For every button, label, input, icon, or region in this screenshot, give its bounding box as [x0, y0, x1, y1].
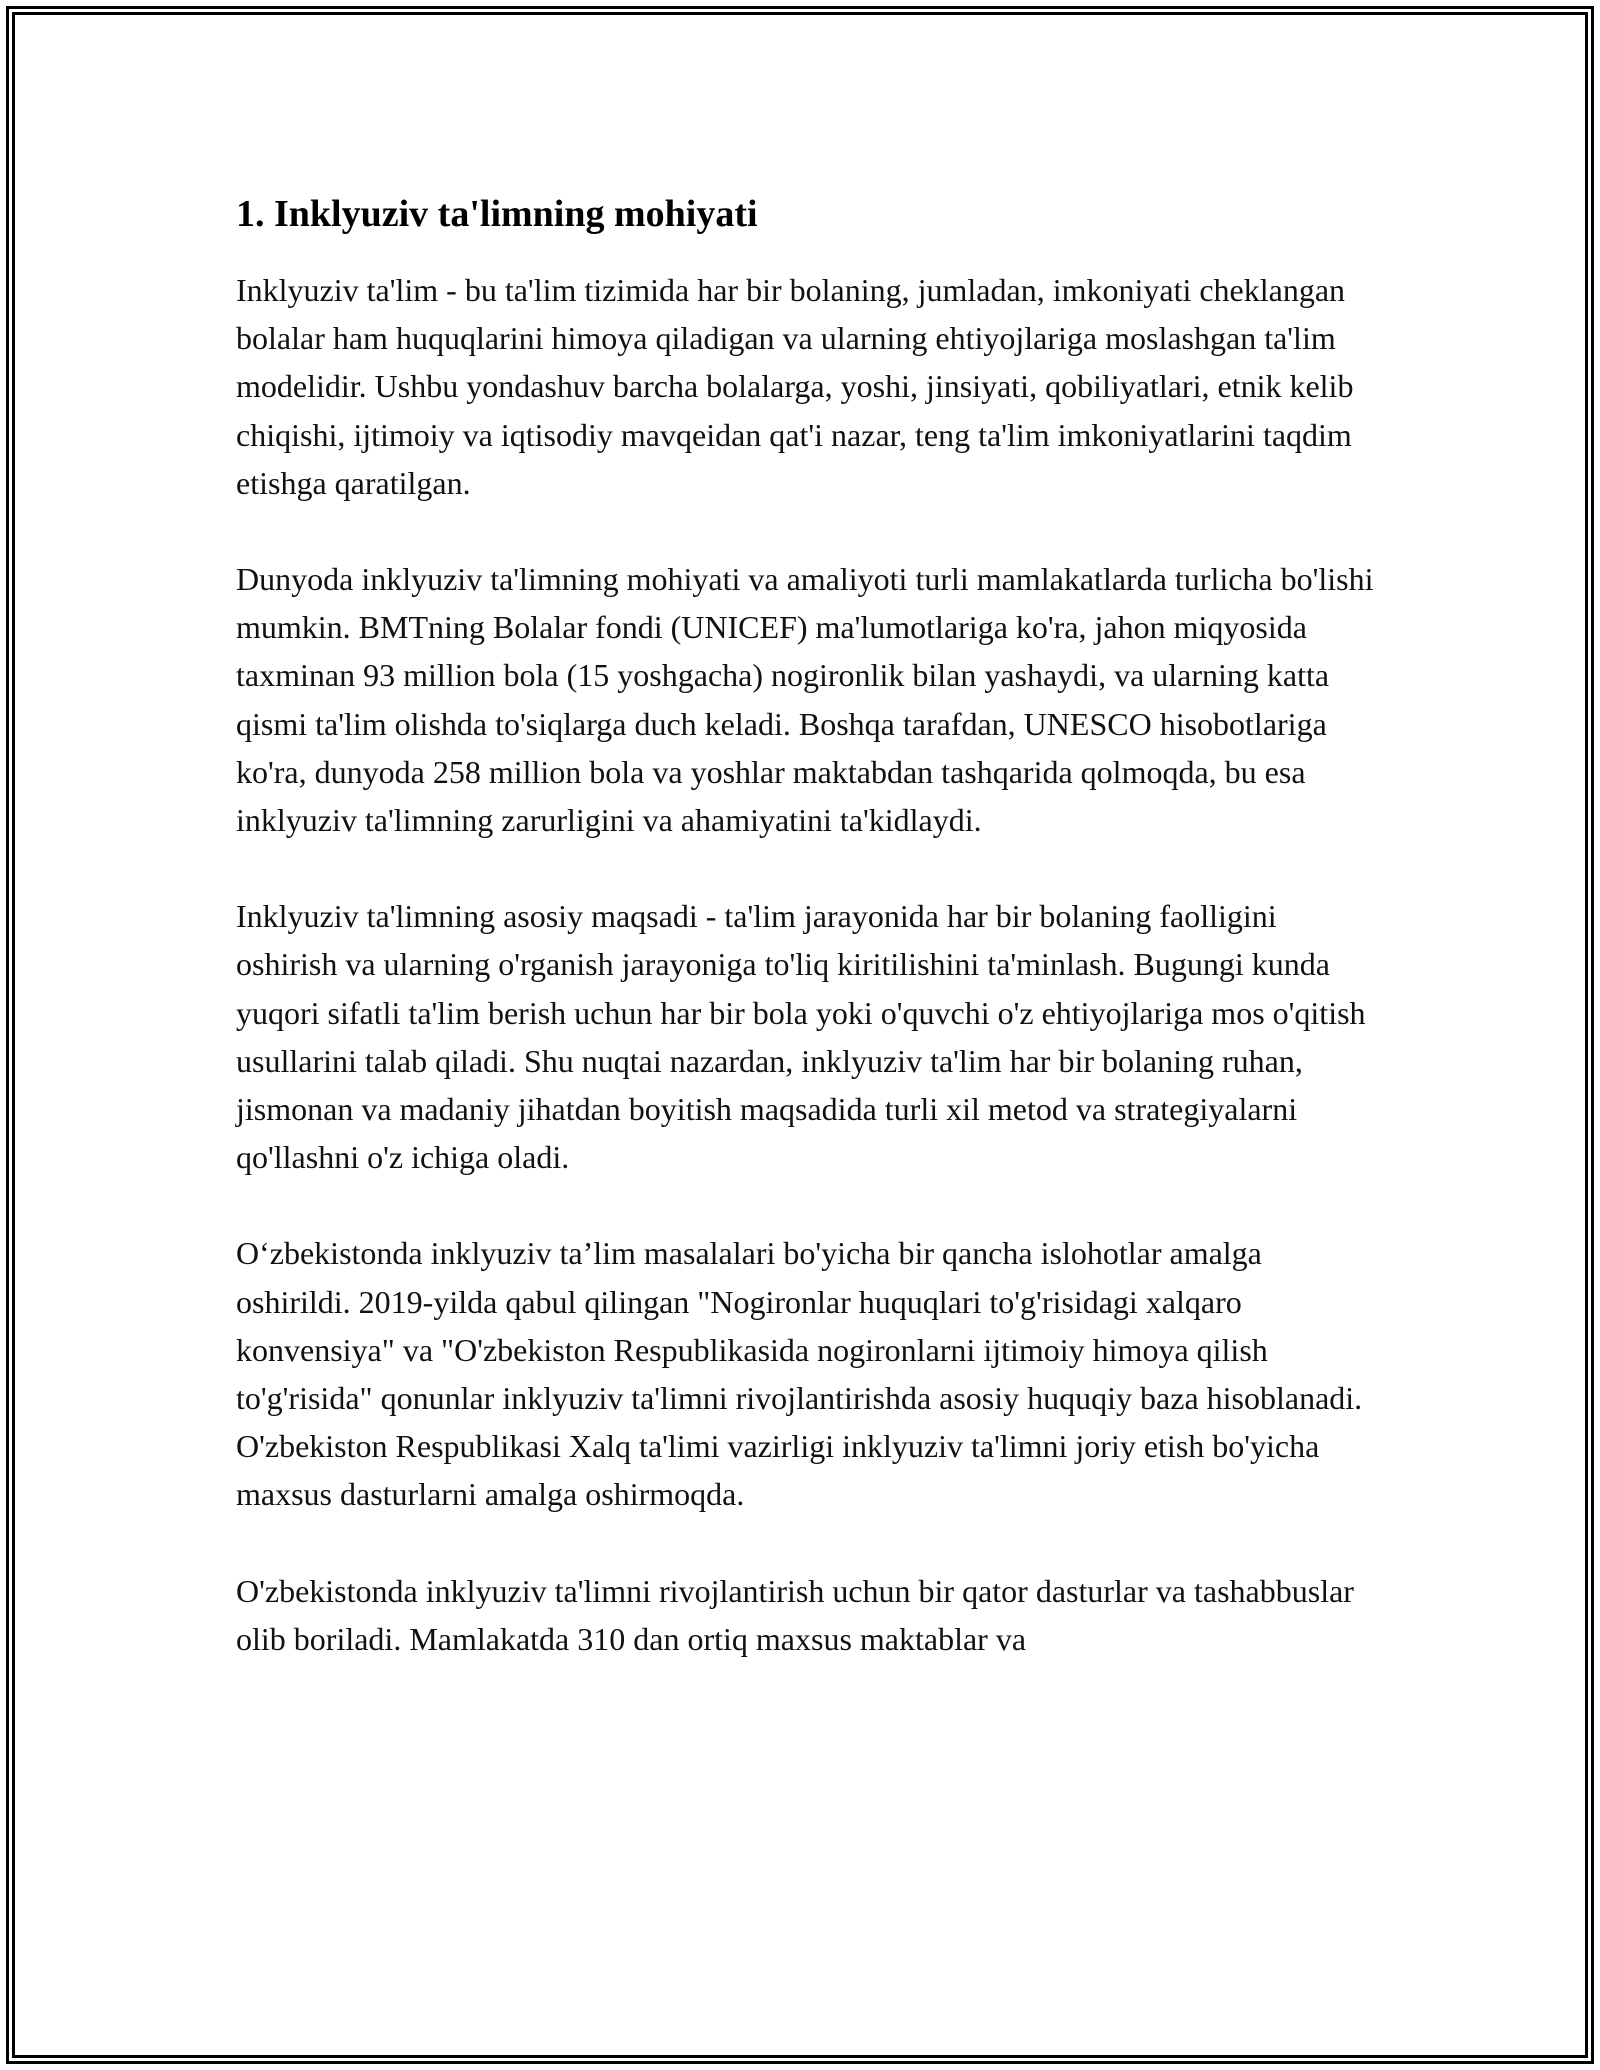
document-body [236, 186, 1376, 1711]
paragraph-uzbekistan-reforms: O‘zbekistonda inklyuziv ta’lim masalalari bo'yicha bir qancha islohotlar amalga oshirildi. 2019-yilda qabul qilingan "Nogironlar huquqlari to'g'risidagi xalqaro konvensiya" va "O'zbekiston Respublikasida nogironlarni ijtimoiy himoya qilish to'g'risida" qonunlar inklyuziv ta'limni rivojlantirishda asosiy huquqiy baza hisoblanadi. O'zbekiston Respublikasi Xalq ta'limi vazirligi inklyuziv ta'limni joriy etish bo'yicha maxsus dasturlarni amalga oshirmoqda. [236, 1235, 1363, 1513]
paragraph-uzbekistan-programs: O'zbekistonda inklyuziv ta'limni rivojlantirish uchun bir qator dasturlar va tashabbuslar olib boriladi. Mamlakatda 310 dan ortiq maxsus maktablar va [236, 1572, 1354, 1657]
section-heading: 1. Inklyuziv ta'limning mohiyati [236, 193, 758, 235]
paragraph-definition: Inklyuziv ta'lim - bu ta'lim tizimida har bir bolaning, jumladan, imkoniyati cheklangan bolalar ham huquqlarini himoya qiladigan va ularning ehtiyojlariga moslashgan ta'lim modelidir. Ushbu yondashuv barcha bolalarga, yoshi, jinsiyati, qobiliyatlari, etnik kelib chiqishi, ijtimoiy va iqtisodiy mavqeidan qat'i nazar, teng ta'lim imkoniyatlarini taqdim etishga qaratilgan. [236, 272, 1354, 501]
paragraph-main-goal: Inklyuziv ta'limning asosiy maqsadi - ta'lim jarayonida har bir bolaning faolligini oshirish va ularning o'rganish jarayoniga to'liq kiritilishini ta'minlash. Bugungi kunda yuqori sifatli ta'lim berish uchun har bir bola yoki o'quvchi o'z ehtiyojlariga mos o'qitish usullarini talab qiladi. Shu nuqtai nazardan, inklyuziv ta'lim har bir bolaning ruhan, jismonan va madaniy jihatdan boyitish maqsadida turli xil metod va strategiyalarni qo'llashni o'z ichiga oladi. [236, 898, 1366, 1176]
paragraph-world-statistics: Dunyoda inklyuziv ta'limning mohiyati va amaliyoti turli mamlakatlarda turlicha bo'lishi mumkin. BMTning Bolalar fondi (UNICEF) ma'lumotlariga ko'ra, jahon miqyosida taxminan 93 million bola (15 yoshgacha) nogironlik bilan yashaydi, va ularning katta qismi ta'lim olishda to'siqlarga duch keladi. Boshqa tarafdan, UNESCO hisobotlariga ko'ra, dunyoda 258 million bola va yoshlar maktabdan tashqarida qolmoqda, bu esa inklyuziv ta'limning zarurligini va ahamiyatini ta'kidlaydi. [236, 561, 1374, 839]
